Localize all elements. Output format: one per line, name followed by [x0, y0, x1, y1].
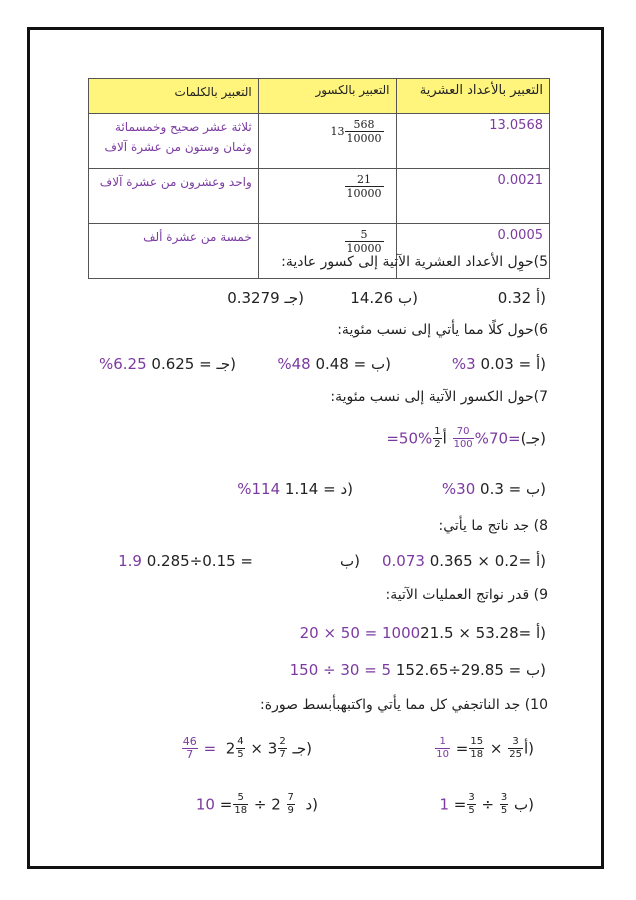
q10-item-d: 10 = $\frac{5}{18}$ ÷ 2 $\frac{7}{9}$ د): [195, 792, 318, 816]
header-decimals: التعبير بالأعداد العشرية: [396, 79, 550, 114]
q7-a-label: أ): [442, 429, 546, 448]
q10-c-whole-1: 3: [267, 739, 278, 758]
table-row: [89, 224, 550, 279]
q8-b-expr: 0.285÷0.15 =: [146, 552, 253, 570]
q7-c-denominator: 2: [434, 439, 441, 450]
fraction-numerator: 21: [345, 173, 384, 187]
q7-c-label: جـ): [520, 429, 541, 448]
q5-c-label: جـ): [284, 289, 304, 307]
q7-d-answer: %114: [237, 480, 281, 498]
q10-c-num-1: 2: [279, 736, 286, 747]
q9-b-expr: 152.65÷29.85 =: [395, 661, 522, 679]
q10-d-den-1: 9: [287, 805, 294, 816]
fraction-cell: [258, 224, 396, 279]
fraction-denominator: 10000: [346, 187, 382, 200]
q5-item-b: [350, 289, 418, 307]
q7-c-numerator: 1: [434, 426, 441, 437]
q5-item-a: [498, 289, 546, 307]
q10-a-f2-num: 15: [470, 736, 484, 747]
fraction-denominator: 10000: [346, 132, 382, 145]
words-cell: ثلاثة عشر صحيح وخمسمائة وثمان وستون من عشرة آلاف: [89, 114, 259, 169]
q10-b-f1-num: 3: [500, 792, 508, 803]
q6-c-answer: %6.25: [98, 355, 147, 373]
q9-a-label: أ): [535, 624, 546, 642]
q8-title: 8) جد ناتج ما يأتي:: [438, 518, 548, 534]
table-row: [89, 114, 550, 169]
q7-item-b: [442, 480, 546, 498]
q10-d-num-2: 5: [233, 792, 248, 805]
q6-item-a: [452, 355, 546, 373]
fraction-whole: 13: [330, 125, 345, 138]
q6-item-c: [99, 355, 236, 373]
q9-b-label: ب): [526, 661, 546, 679]
q10-d-den-2: 18: [234, 805, 248, 816]
q7-b-expr: 0.3 =: [480, 480, 522, 498]
decimal-cell: 0.0005: [396, 224, 550, 279]
q9-title: 9) قدر نواتج العمليات الآتية:: [385, 587, 548, 603]
conversion-table: [88, 78, 550, 279]
q5-b-label: ب): [398, 289, 418, 307]
q10-c-den-1: 7: [279, 749, 286, 760]
q10-item-c: $\frac{46}{7}$ = 2 $\frac{4}{5}$ × 3 $\frac{2}{7}$ جـ): [182, 735, 312, 761]
q7-d-expr: 1.14 =: [284, 480, 336, 498]
words-cell: واحد وعشرون من عشرة آلاف: [89, 169, 259, 224]
q5-b-expr: 14.26: [350, 289, 394, 307]
q7-a-answer: =70%: [474, 429, 521, 448]
fraction-cell: [258, 114, 396, 169]
q10-a-label: أ): [523, 739, 534, 758]
q5-a-label: أ): [535, 289, 546, 307]
q7-a-numerator: 70: [453, 426, 474, 439]
q5-a-expr: 0.32: [497, 289, 532, 307]
q7-c-answer: =50%: [386, 429, 433, 448]
header-words: التعبير بالكلمات: [89, 79, 259, 114]
q7-a-denominator: 100: [453, 439, 473, 450]
q6-a-answer: %3: [451, 355, 476, 373]
words-cell: خمسة من عشرة ألف: [89, 224, 259, 279]
q6-b-answer: %48: [277, 355, 311, 373]
q10-b-f1-den: 5: [500, 805, 508, 816]
q10-d-result: 10: [195, 795, 215, 814]
q10-c-whole-2: 2: [225, 739, 236, 758]
q10-a-f1-num: 3: [508, 736, 523, 749]
q9-a-expr: 21.5 × 53.28=: [420, 624, 532, 642]
q8-item-b: [118, 552, 253, 570]
header-fractions: التعبير بالكسور: [258, 79, 396, 114]
q10-a-result-den: 10: [436, 749, 449, 760]
q9-item-b: [290, 661, 546, 679]
q10-a-f1-den: 25: [509, 749, 522, 760]
q10-a-result-num: 1: [435, 736, 450, 749]
q10-title: 10) جد الناتجفي كل مما يأتي واكتبهبأبسط صورة:: [260, 697, 548, 713]
fraction-numerator: 568: [345, 118, 384, 132]
q9-a-answer: 20 × 50 = 1000: [299, 624, 421, 642]
mixed-fraction: [331, 118, 384, 145]
q10-d-label: د): [305, 795, 318, 814]
q6-c-expr: 0.625 =: [151, 355, 212, 373]
q7-b-answer: %30: [441, 480, 476, 498]
q10-b-f2-num: 3: [468, 792, 475, 803]
q8-a-label: أ): [535, 552, 546, 570]
q7-d-label: د): [340, 480, 353, 498]
q7-title: 7)حول الكسور الآتية إلى نسب مئوية:: [330, 389, 548, 405]
q6-a-label: أ): [535, 355, 546, 373]
table-header-row: [89, 79, 550, 114]
decimal-cell: 0.0021: [396, 169, 550, 224]
q10-c-result-den: 7: [186, 748, 194, 761]
fraction: [345, 228, 384, 255]
q8-a-expr: 0.365 × 0.2=: [429, 552, 532, 570]
q7-b-label: ب): [526, 480, 546, 498]
decimal-cell: 13.0568: [396, 114, 550, 169]
q5-c-expr: 0.3279: [227, 289, 280, 307]
fraction-denominator: 10000: [346, 242, 382, 255]
q10-item-b: 1 = $\frac{3}{5}$ ÷ $\frac{3}{5}$ ب): [439, 792, 534, 816]
q6-b-label: ب): [371, 355, 391, 373]
q8-a-answer: 0.073: [381, 552, 425, 570]
fraction-cell: [258, 169, 396, 224]
q10-b-result: 1: [439, 795, 449, 814]
q5-title: 5)حوِل الأعداد العشرية الآتية إلى كسور عادية:: [281, 254, 548, 270]
q10-c-result-num: 46: [182, 735, 197, 748]
q6-c-label: جـ): [216, 355, 236, 373]
q10-a-f2-den: 18: [470, 749, 484, 760]
q6-b-expr: 0.48 =: [315, 355, 367, 373]
q10-d-whole-1: 2: [271, 795, 281, 814]
table-row: [89, 169, 550, 224]
fraction: [345, 173, 384, 200]
q8-b-answer: 1.9: [118, 552, 142, 570]
q10-c-den-2: 5: [237, 749, 244, 760]
q10-c-label: جـ): [292, 739, 312, 758]
q6-item-b: [277, 355, 391, 373]
q9-b-answer: 150 ÷ 30 = 5: [289, 661, 392, 679]
q5-item-c: [227, 289, 304, 307]
q6-a-expr: 0.03 =: [480, 355, 532, 373]
q10-b-label: ب): [514, 795, 534, 814]
q7-line-1: [386, 426, 546, 451]
q10-b-f2-den: 5: [468, 805, 475, 816]
q8-item-a: [382, 552, 546, 570]
q8-b-label: ب): [340, 552, 360, 570]
q7-item-d: [237, 480, 353, 498]
q10-c-num-2: 4: [237, 736, 244, 747]
q9-item-a: [300, 624, 546, 642]
fraction-numerator: 5: [345, 228, 384, 242]
q6-title: 6)حول كلًا مما يأتي إلى نسب مئوية:: [337, 322, 548, 338]
q10-item-a: $\frac{1}{10}$ = $\frac{15}{18}$ × $\frac{3}{25}$ أ): [436, 736, 534, 760]
q10-d-num-1: 7: [287, 792, 294, 803]
